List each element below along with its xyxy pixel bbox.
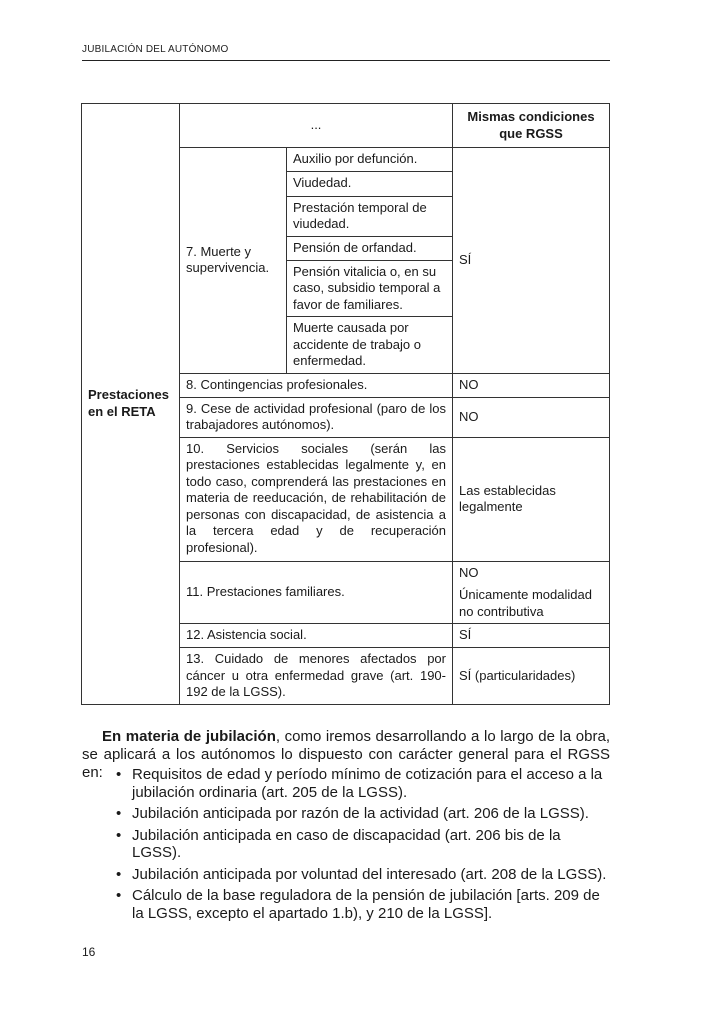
jubilacion-list	[116, 766, 610, 926]
item7-subitem: Prestación temporal de viudedad.	[287, 196, 453, 236]
item8-value: NO	[453, 373, 610, 397]
item7-value: SÍ	[453, 148, 610, 374]
bullet-icon: •	[116, 865, 122, 883]
item12-label: 12. Asistencia social.	[180, 624, 453, 648]
list-item-text: Cálculo de la base reguladora de la pensión de jubilación [arts. 209 de la LGSS, excepto el apartado 1.b), y 210 de la LGSS].	[132, 887, 600, 922]
item7-subitem: Auxilio por defunción.	[287, 148, 453, 172]
item9-value: NO	[453, 397, 610, 437]
intro-rest: , como iremos desarrollando a lo largo de la obra, se aplicará a los autónomos lo dispuesto con carácter general para el RGSS en:	[82, 728, 610, 781]
running-header: JUBILACIÓN DEL AUTÓNOMO	[82, 44, 229, 55]
bullet-icon: •	[116, 887, 122, 904]
list-item-text: Jubilación anticipada en caso de discapacidad (art. 206 bis de la LGSS).	[132, 826, 561, 861]
bullet-icon: •	[116, 805, 122, 822]
header-rule	[82, 60, 610, 61]
item8-label: 8. Contingencias profesionales.	[180, 373, 453, 397]
item11-value	[453, 561, 610, 624]
top-header: Mismas condiciones que RGSS	[453, 104, 610, 148]
bullet-icon: •	[116, 826, 122, 844]
item11-label: 11. Prestaciones familiares.	[180, 561, 453, 624]
top-ellipsis: ...	[180, 104, 453, 148]
item7-subitem: Viudedad.	[287, 171, 453, 196]
list-item	[116, 887, 610, 922]
list-item	[116, 827, 610, 862]
page-number: 16	[82, 945, 96, 959]
item9-label: 9. Cese de actividad profesional (paro de los trabajadores autónomos).	[180, 397, 453, 437]
item7-subitem: Muerte causada por accidente de trabajo o enfermedad.	[287, 317, 453, 374]
list-item-text: Jubilación anticipada por voluntad del interesado (art. 208 de la LGSS).	[132, 865, 607, 883]
list-item-text: Requisitos de edad y período mínimo de cotización para el acceso a la jubilación ordinaria (art. 205 de la LGSS).	[132, 766, 603, 801]
benefits-table	[81, 103, 610, 705]
item12-value: SÍ	[453, 624, 610, 648]
item13-value: SÍ (particularidades)	[453, 648, 610, 705]
row-group-label: Prestaciones en el RETA	[82, 104, 180, 705]
list-item	[116, 805, 610, 823]
item7-label: 7. Muerte y supervivencia.	[180, 148, 287, 374]
intro-bold: En materia de jubilación	[102, 728, 276, 745]
item11-value-no: NO	[459, 564, 479, 580]
item7-subitem: Pensión de orfandad.	[287, 236, 453, 260]
list-item	[116, 766, 610, 801]
item10-value: Las establecidas legalmente	[453, 437, 610, 561]
bullet-icon: •	[116, 766, 122, 783]
item13-label: 13. Cuidado de menores afectados por cáncer u otra enfermedad grave (art. 190-192 de la LGSS).	[180, 648, 453, 705]
table-row	[82, 104, 610, 148]
item11-value-note: Únicamente modalidad no contributiva	[459, 587, 592, 619]
item7-subitem: Pensión vitalicia o, en su caso, subsidio temporal a favor de familiares.	[287, 260, 453, 317]
list-item	[116, 866, 610, 884]
item10-label: 10. Servicios sociales (serán las prestaciones establecidas legalmente y, en todo caso, comprenderá las prestaciones en materia de reeducación, de rehabilitación de personas con discapacidad, de asistencia a la tercera edad y de recuperación profesional).	[180, 437, 453, 561]
list-item-text: Jubilación anticipada por razón de la actividad (art. 206 de la LGSS).	[132, 805, 589, 822]
